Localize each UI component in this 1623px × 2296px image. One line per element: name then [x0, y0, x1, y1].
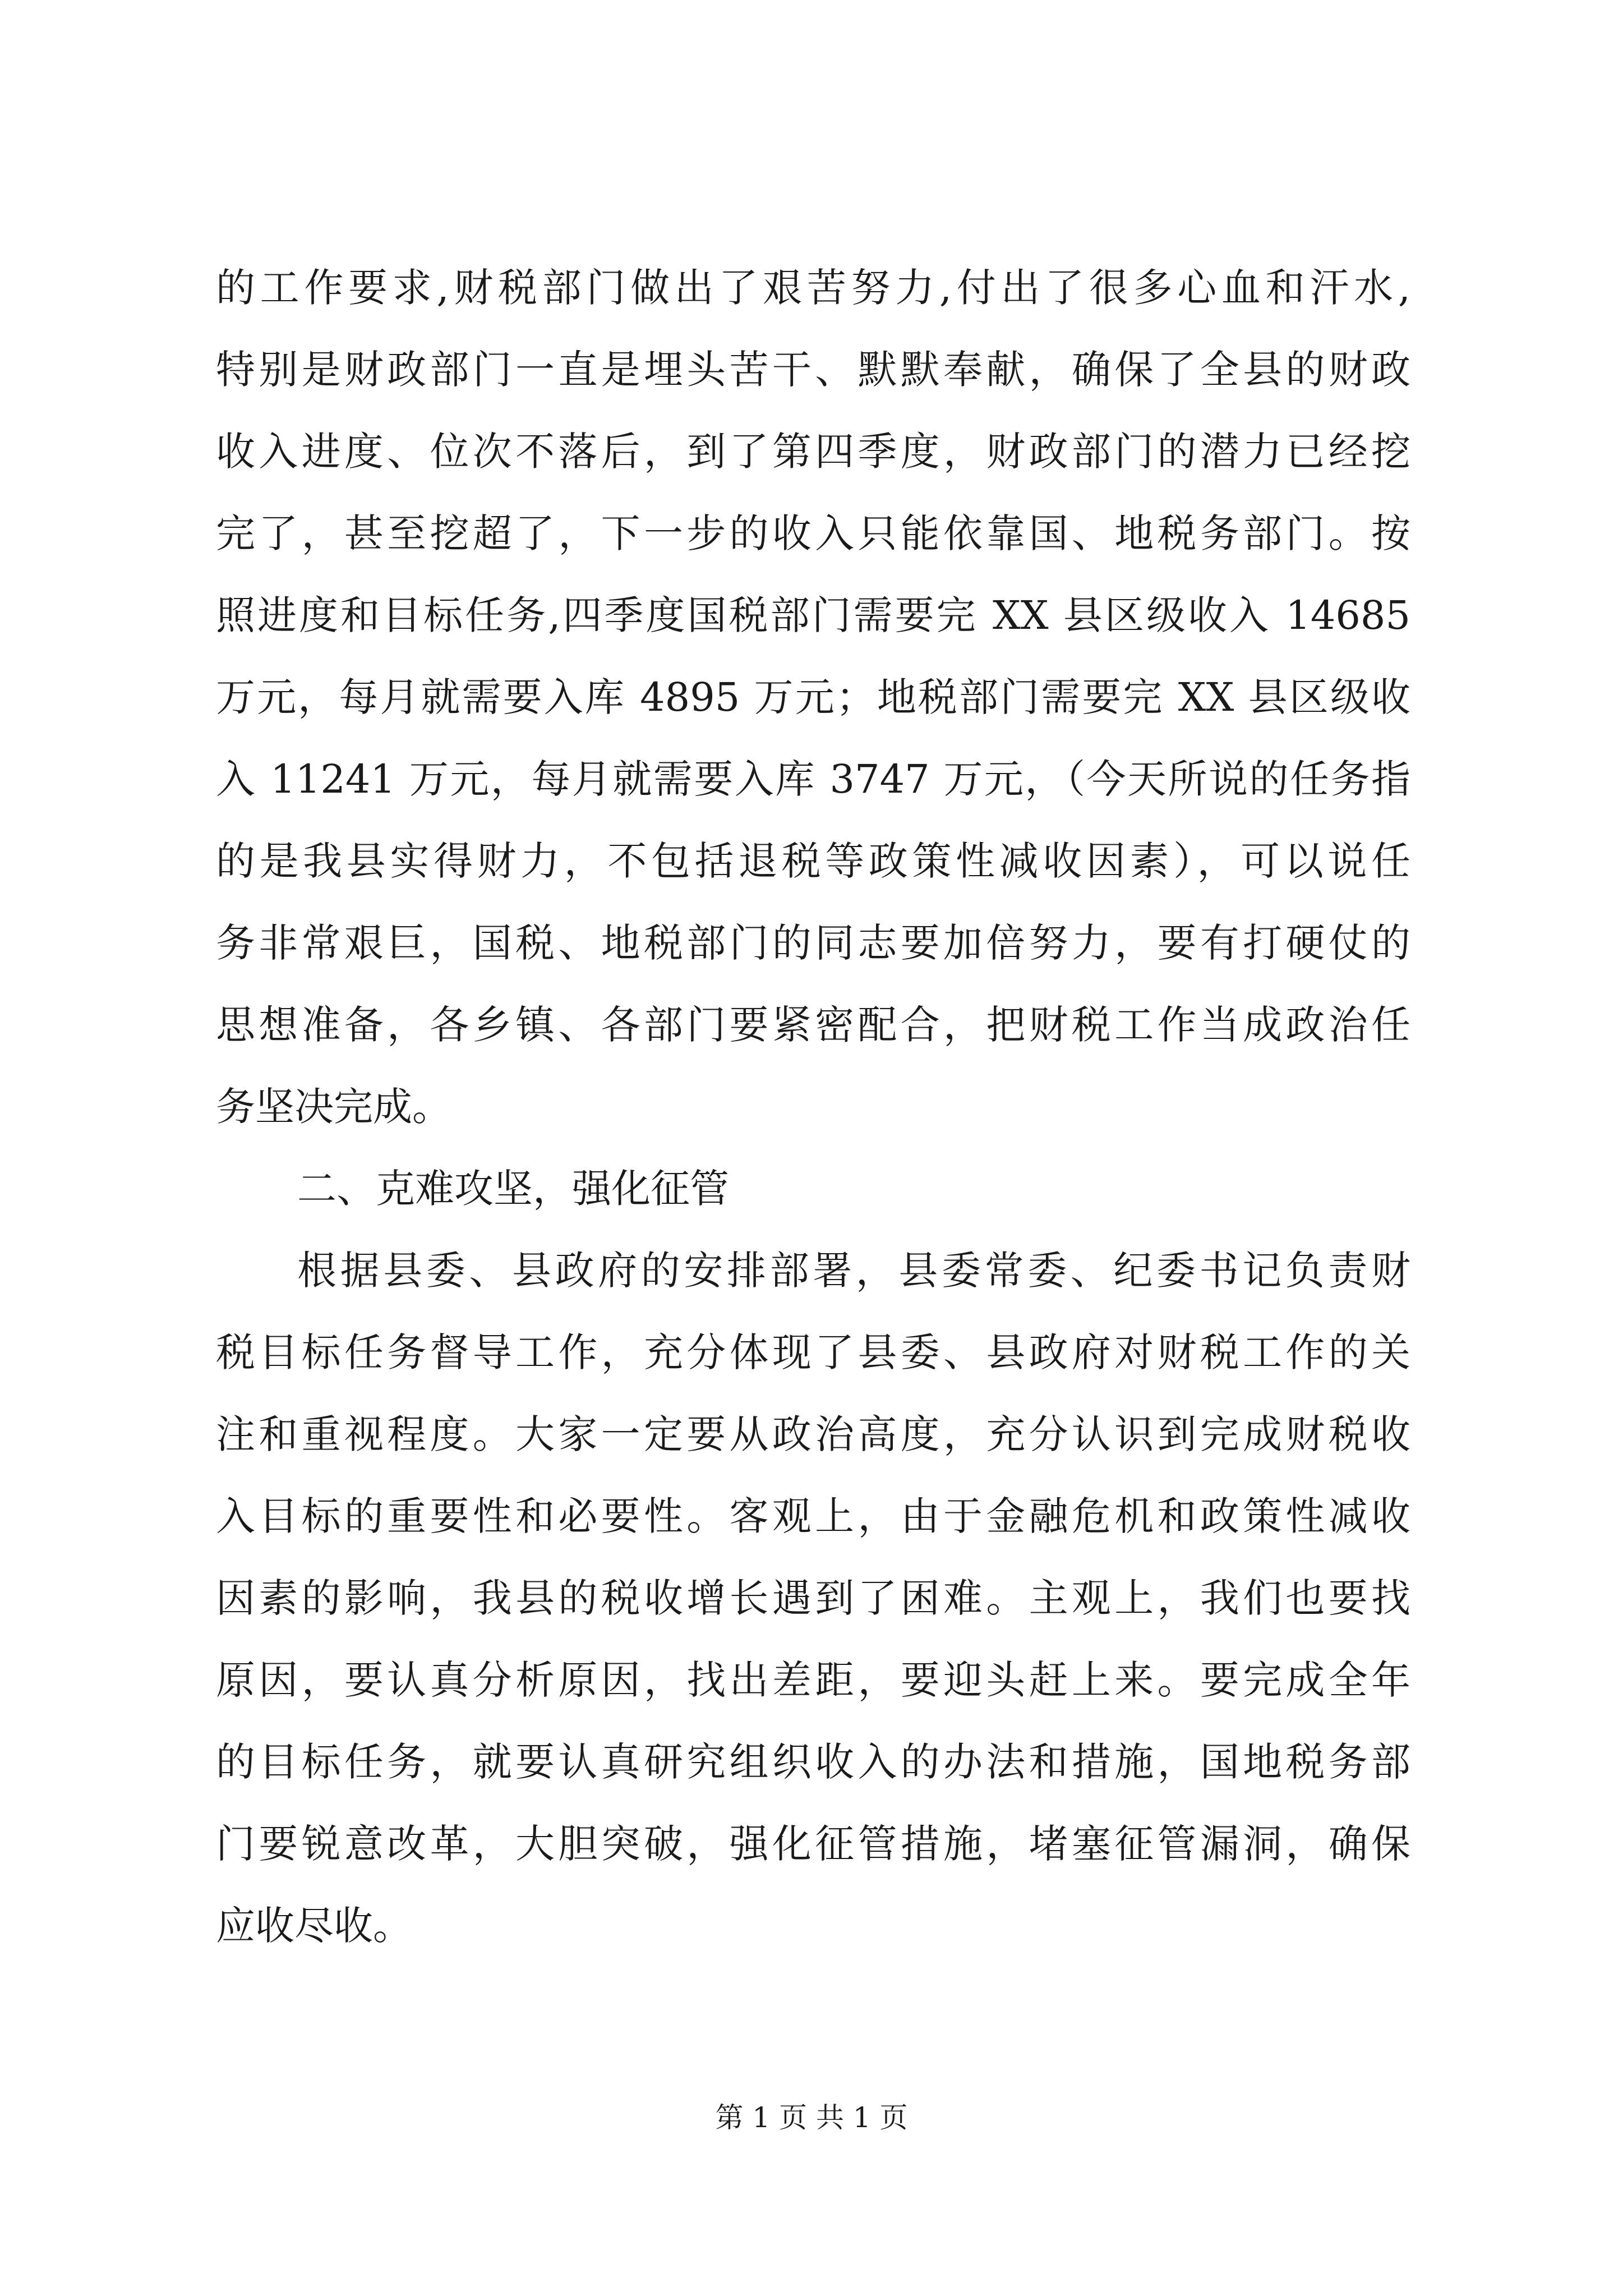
- text-line: 的工作要求,财税部门做出了艰苦努力,付出了很多心血和汗水,: [216, 265, 1410, 311]
- text-line: 的目标任务，就要认真研究组织收入的办法和措施，国地税务部: [216, 1739, 1410, 1785]
- text-line: 的是我县实得财力，不包括退税等政策性减收因素），可以说任: [216, 838, 1410, 884]
- text-line: 万元，每月就需要入库 4895 万元；地税部门需要完 XX 县区级收: [216, 674, 1410, 720]
- text-line: 门要锐意改革，大胆突破，强化征管措施，堵塞征管漏洞，确保: [216, 1821, 1410, 1867]
- text-line: 入 11241 万元，每月就需要入库 3747 万元，（今天所说的任务指: [216, 756, 1410, 802]
- text-line: 务坚决完成。: [216, 1084, 451, 1130]
- text-line: 照进度和目标任务,四季度国税部门需要完 XX 县区级收入 14685: [216, 592, 1410, 638]
- text-line: 原因，要认真分析原因，找出差距，要迎头赶上来。要完成全年: [216, 1657, 1410, 1703]
- text-line: 注和重视程度。大家一定要从政治高度，充分认识到完成财税收: [216, 1411, 1410, 1457]
- text-line: 税目标任务督导工作，充分体现了县委、县政府对财税工作的关: [216, 1329, 1410, 1375]
- text-line: 思想准备，各乡镇、各部门要紧密配合，把财税工作当成政治任: [216, 1002, 1410, 1048]
- text-line: 务非常艰巨，国税、地税部门的同志要加倍努力，要有打硬仗的: [216, 920, 1410, 966]
- page-number-footer: 第 1 页 共 1 页: [715, 2101, 908, 2134]
- text-line: 收入进度、位次不落后，到了第四季度，财政部门的潜力已经挖: [216, 429, 1410, 475]
- text-line: 特别是财政部门一直是埋头苦干、默默奉献，确保了全县的财政: [216, 347, 1410, 393]
- text-line: 完了，甚至挖超了，下一步的收入只能依靠国、地税务部门。按: [216, 510, 1410, 556]
- text-line: 根据县委、县政府的安排部署，县委常委、纪委书记负责财: [297, 1248, 1410, 1294]
- section-heading: 二、克难攻坚，强化征管: [297, 1166, 729, 1212]
- document-body: [216, 247, 1410, 1967]
- text-line: 入目标的重要性和必要性。客观上，由于金融危机和政策性减收: [216, 1493, 1410, 1539]
- text-line: 因素的影响，我县的税收增长遇到了困难。主观上，我们也要找: [216, 1575, 1410, 1621]
- text-line: 应收尽收。: [216, 1903, 412, 1949]
